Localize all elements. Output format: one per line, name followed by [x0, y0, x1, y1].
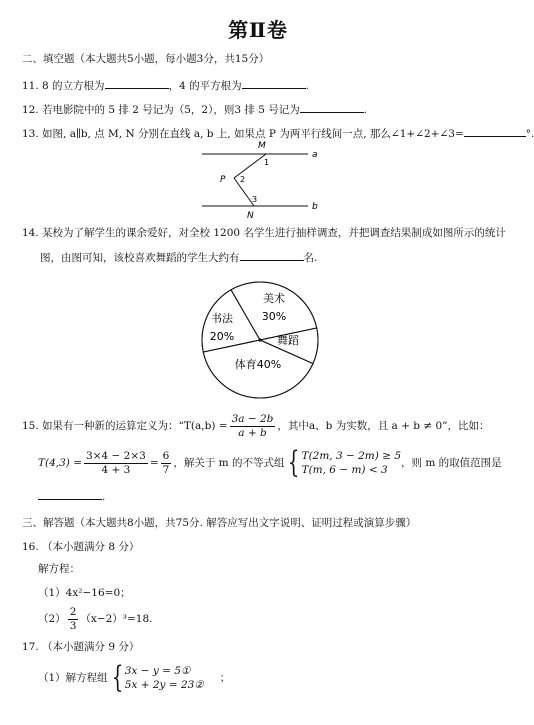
q15-inequality-system — [302, 449, 401, 477]
q15-ex-den: 4 + 3 — [101, 463, 131, 476]
q15-example-frac-2 — [161, 450, 172, 477]
pie-label-3-line-1: 舞蹈 — [277, 334, 299, 347]
question-16-part-1: （1）4x²−16=0； — [38, 587, 131, 599]
q14-end: 名. — [303, 252, 318, 264]
question-16-head: 16. （本小题满分 8 分） — [22, 541, 140, 553]
question-17-head: 17. （本小题满分 9 分） — [22, 641, 140, 653]
q16-p2-prefix: （2） — [38, 613, 66, 625]
q16-p2-rest: （x−2）³=18. — [80, 613, 153, 625]
label-n: N — [247, 211, 254, 221]
question-14-line-2 — [40, 250, 317, 265]
pie-label-1-line-1: 美术 — [263, 292, 285, 305]
question-14-line-1: 14. 某校为了解学生的课余爱好，对全校 1200 名学生进行抽样调查，并把调查结果制成如图所示的统计 — [22, 227, 506, 239]
hobby-pie-chart — [198, 278, 322, 402]
q11-text-c: . — [305, 80, 309, 92]
pie-label-4-line-1: 体育40% — [234, 358, 282, 371]
q13-text: 13. 如图, a∥b, 点 M, N 分别在直线 a, b 上, 如果点 P 为两平行线间一点, 那么∠1+∠2+∠3= — [22, 128, 464, 140]
q15-ex-num2: 6 — [162, 449, 170, 462]
q15-def-den: a + b — [238, 426, 267, 439]
page-title: 第Ⅱ卷 — [228, 18, 288, 42]
pie-label-1-line-2: 30% — [261, 310, 287, 323]
angle-3-label: 3 — [252, 195, 258, 204]
q15-def-text: 15. 如果有一种新的运算定义为：“T(a,b) = — [22, 420, 228, 432]
question-15-line-1 — [22, 411, 490, 441]
q15-ex-num: 3×4 − 2×3 — [86, 449, 146, 462]
q15-example-lhs: T(4,3) = — [38, 457, 83, 469]
q12-text: 12. 若电影院中的 5 排 2 号记为（5，2），则3 排 5 号记为 — [22, 104, 300, 116]
q16-frac-den: 3 — [69, 619, 77, 632]
segment-mp — [234, 154, 266, 178]
label-b: b — [312, 202, 318, 212]
parallel-lines-figure — [196, 140, 326, 220]
q17-equation-system — [125, 664, 204, 692]
q17-p1-text: （1）解方程组 — [38, 672, 108, 684]
q15-def-fraction — [230, 413, 276, 440]
section-3-heading: 三、解答题（本大题共8小题，共75分. 解答应写出文字说明、证明过程或演算步骤） — [22, 517, 417, 529]
q15-def-num: 3a − 2b — [231, 412, 274, 425]
q11-text-a: 11. 8 的立方根为 — [22, 80, 105, 92]
question-12 — [22, 102, 367, 117]
label-m: M — [258, 141, 266, 151]
q15-ineq-1: T(2m, 3 − 2m) ≥ 5 — [301, 450, 402, 462]
q13-blank — [464, 126, 526, 137]
label-a: a — [312, 150, 318, 160]
q15-end: . — [102, 491, 106, 503]
section-2-heading: 二、填空题（本大题共5小题，每小题3分，共15分） — [22, 53, 270, 65]
question-11 — [22, 78, 309, 93]
q17-eq-2: 5x + 2y = 23② — [124, 679, 204, 691]
label-p: P — [220, 175, 226, 185]
q14-blank — [240, 250, 304, 261]
pie-label-2-line-1: 书法 — [211, 312, 233, 325]
q15-blank — [38, 489, 102, 500]
q11-blank-1 — [105, 78, 169, 89]
q11-text-b: ，4 的平方根为 — [168, 80, 242, 92]
q11-blank-2 — [242, 78, 306, 89]
q12-end: . — [363, 104, 368, 116]
q12-blank — [300, 102, 364, 113]
q14-text: 图，由图可知，该校喜欢舞蹈的学生大约有 — [40, 252, 240, 264]
q15-range-text: ，则 m 的取值范围是 — [401, 457, 502, 469]
angle-1-label: 1 — [264, 158, 270, 167]
q15-brace: { — [288, 445, 300, 480]
q17-eq-1: 3x − y = 5① — [124, 665, 191, 677]
question-17-part-1 — [38, 660, 230, 696]
question-16-part-2 — [38, 604, 152, 634]
q15-ex-den2: 7 — [162, 463, 170, 476]
pie-center-dot — [258, 338, 261, 341]
q17-brace: { — [111, 660, 123, 695]
question-15-answer — [38, 489, 105, 504]
q16-frac-num: 2 — [69, 605, 77, 618]
pie-label-2-line-2: 20% — [209, 330, 235, 343]
q15-ineq-2: T(m, 6 − m) < 3 — [301, 464, 388, 476]
question-16-intro: 解方程： — [38, 563, 80, 575]
question-13 — [22, 126, 534, 141]
question-15-line-2 — [38, 443, 502, 483]
q15-example-frac-1 — [84, 450, 148, 477]
q15-ex-eq: = — [149, 457, 159, 469]
q17-end: ； — [219, 672, 231, 684]
q13-unit: °. — [525, 128, 534, 140]
q15-solve-text: ，解关于 m 的不等式组 — [173, 457, 285, 469]
q15-def-tail: ，其中a、b 为实数，且 a + b ≠ 0”，比如： — [277, 420, 490, 432]
q16-fraction — [68, 606, 79, 633]
angle-2-label: 2 — [240, 175, 246, 184]
